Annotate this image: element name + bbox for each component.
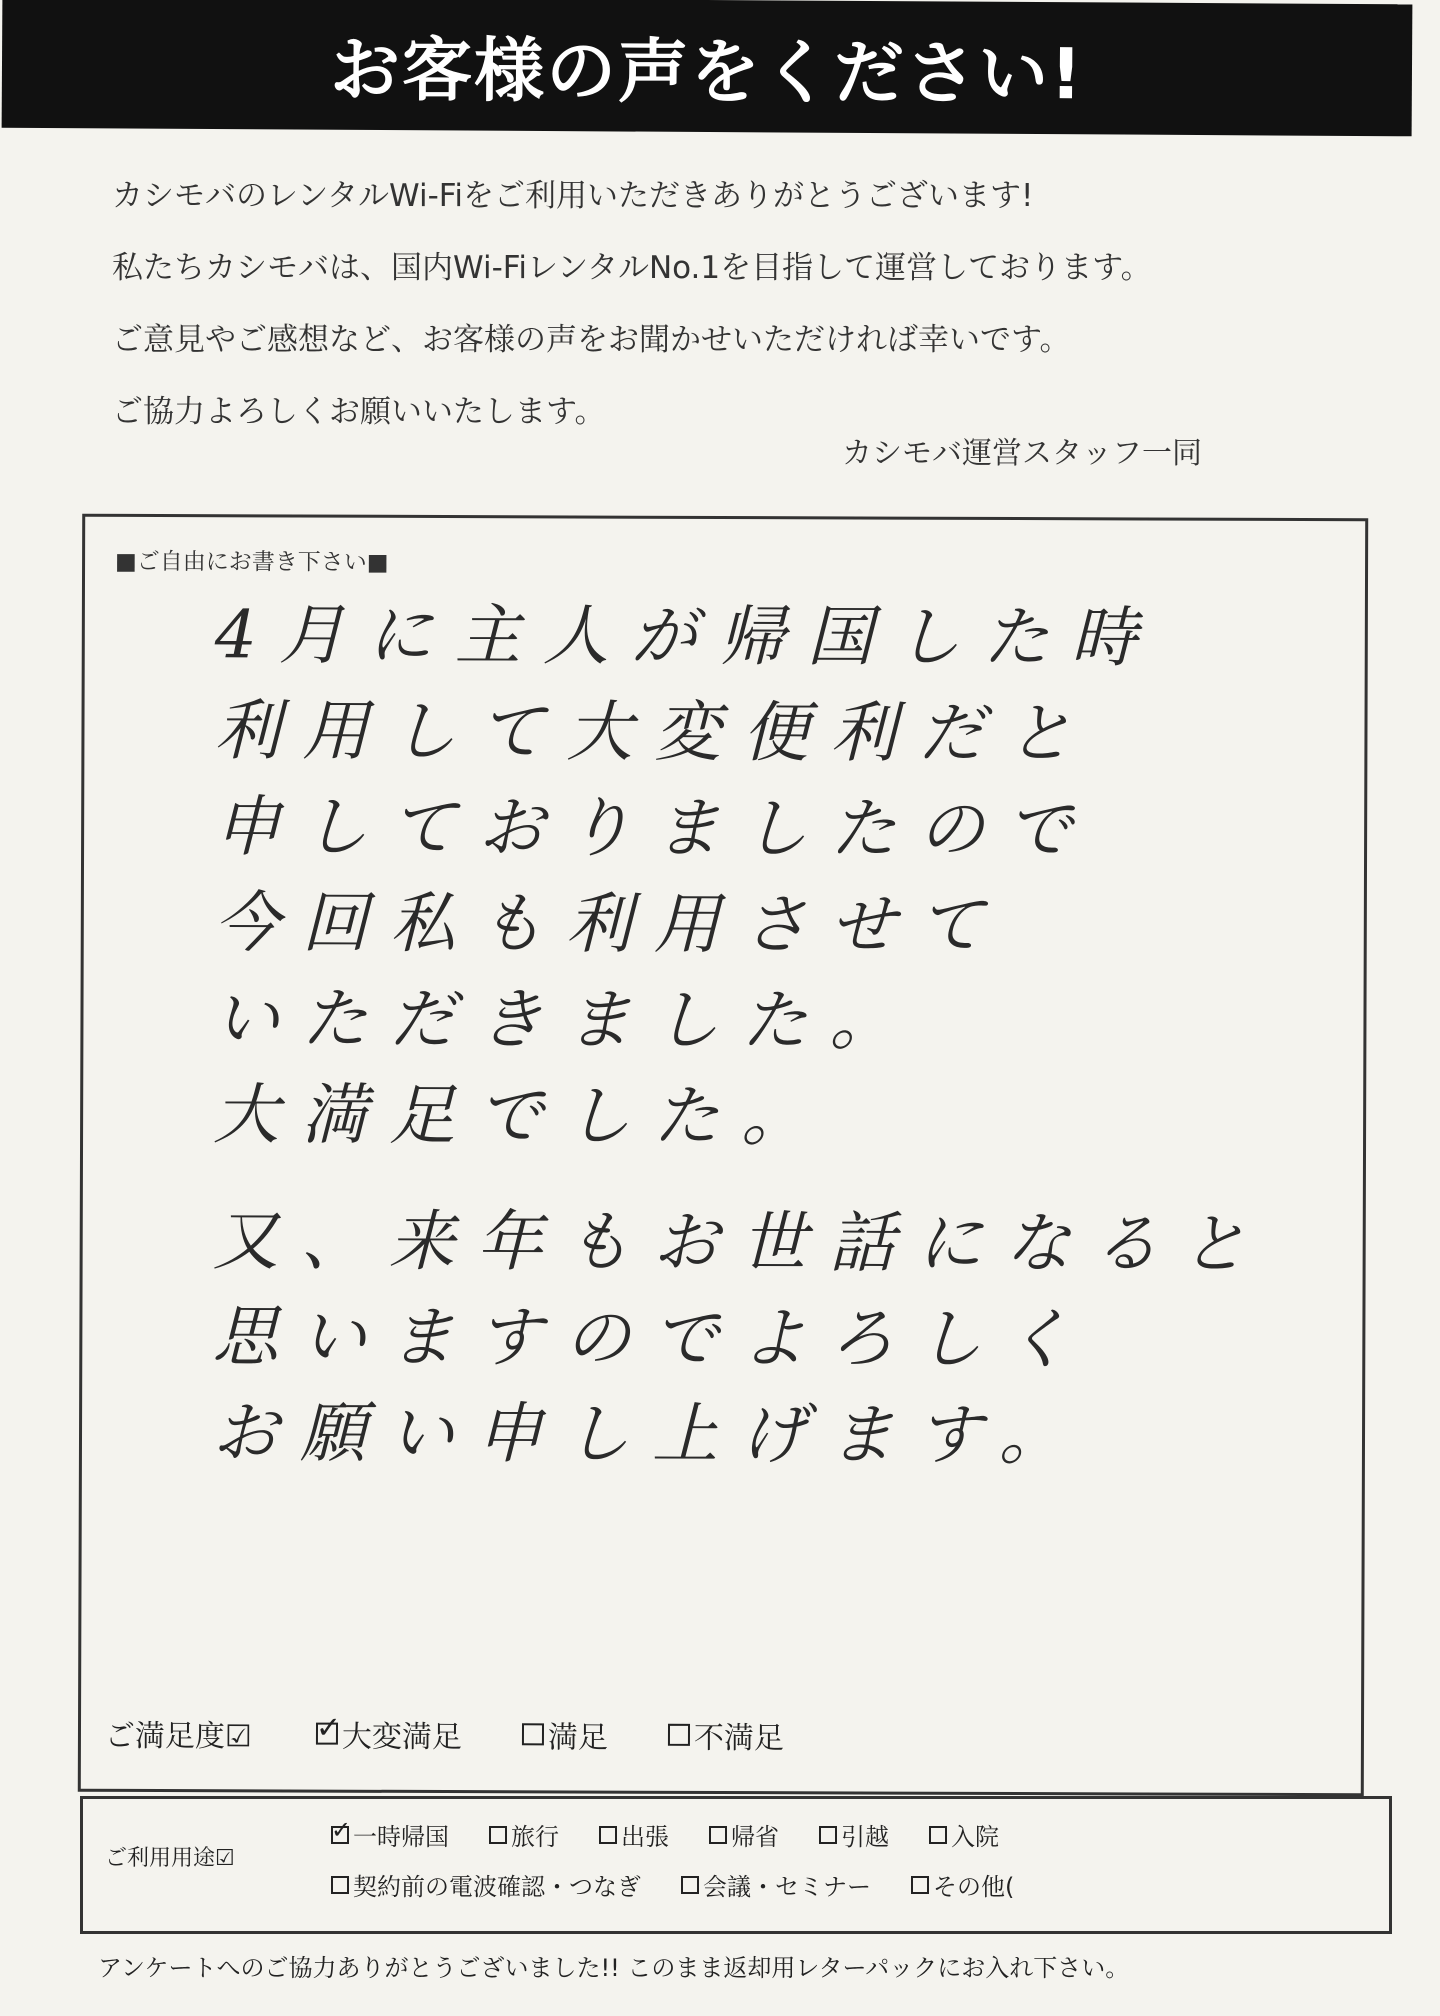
checkbox[interactable] [331, 1876, 349, 1894]
handwritten-line: 思いますのでよろしく [212, 1298, 1093, 1379]
satisfaction-option-unsatisfied[interactable] [668, 1713, 784, 1757]
option-label: 出張 [621, 1823, 669, 1851]
usage-row-1 [331, 1817, 1039, 1852]
option-label: その他( [933, 1873, 1015, 1901]
option-label: 入院 [951, 1823, 999, 1851]
usage-option-other[interactable] [911, 1867, 1014, 1902]
checkbox[interactable] [681, 1876, 699, 1894]
usage-row-2 [331, 1867, 1054, 1902]
checkbox[interactable] [489, 1826, 507, 1844]
checkbox[interactable] [911, 1876, 929, 1894]
intro-line: カシモバのレンタルWi-Fiをご利用いただきありがとうございます! [112, 178, 1034, 214]
intro-line: 私たちカシモバは、国内Wi-FiレンタルNo.1を目指して運営しております。 [112, 250, 1152, 286]
handwritten-comment [212, 587, 1315, 1485]
usage-option-meeting[interactable] [681, 1867, 871, 1902]
checkbox[interactable] [599, 1826, 617, 1844]
handwritten-line: 申しておりましたので [214, 788, 1095, 869]
checkbox[interactable] [522, 1723, 544, 1745]
intro-line: ご意見やご感想など、お客様の声をお聞かせいただければ幸いです。 [112, 322, 1071, 358]
usage-option-business-trip[interactable] [599, 1817, 669, 1852]
handwritten-line: 今回私も利用させて [213, 884, 1006, 964]
option-label: 契約前の電波確認・つなぎ [353, 1873, 641, 1901]
option-label: 旅行 [511, 1823, 559, 1851]
satisfaction-option-very-satisfied[interactable] [316, 1712, 462, 1757]
free-comment-label: ■ご自由にお書き下さい■ [115, 548, 389, 576]
usage-option-homecoming[interactable] [709, 1817, 779, 1852]
checkbox-checked[interactable] [331, 1826, 349, 1844]
usage-box [80, 1796, 1392, 1934]
option-label: 引越 [841, 1823, 889, 1851]
usage-option-signal-check[interactable] [331, 1867, 641, 1902]
satisfaction-row [105, 1711, 1337, 1759]
option-label: 会議・セミナー [703, 1873, 871, 1901]
handwritten-line: 大満足でした。 [213, 1076, 830, 1156]
usage-label: ご利用用途☑ [105, 1846, 235, 1871]
footer-note: アンケートへのご協力ありがとうございました!! このまま返却用レターパックにお入れ下さい。 [98, 1954, 1130, 1982]
satisfaction-label: ご満足度☑ [104, 1718, 252, 1755]
page-title: お客様の声をください! [329, 28, 1085, 115]
option-label: 一時帰国 [353, 1823, 449, 1851]
checkbox-checked[interactable] [316, 1723, 338, 1745]
usage-option-hospital[interactable] [929, 1817, 999, 1852]
checkbox[interactable] [929, 1826, 947, 1844]
usage-option-temporary-return[interactable] [331, 1817, 449, 1852]
option-label: 満足 [547, 1720, 608, 1756]
intro-text [112, 160, 1352, 448]
option-label: 帰省 [731, 1823, 779, 1851]
option-label: 不満足 [693, 1720, 784, 1757]
staff-signature: カシモバ運営スタッフ一同 [842, 436, 1202, 471]
handwritten-line: いただきました。 [213, 980, 918, 1060]
handwritten-line: お願い申し上げます。 [211, 1394, 1087, 1475]
free-comment-box [78, 514, 1368, 1796]
satisfaction-option-satisfied[interactable] [522, 1712, 608, 1756]
usage-option-moving[interactable] [819, 1817, 889, 1852]
checkbox[interactable] [819, 1826, 837, 1844]
handwritten-line: 利用して大変便利だと [214, 692, 1095, 773]
usage-option-travel[interactable] [489, 1817, 559, 1852]
handwritten-line: 又、来年もお世話になると [212, 1202, 1269, 1283]
intro-line: ご協力よろしくお願いいたします。 [112, 394, 606, 430]
checkbox[interactable] [709, 1826, 727, 1844]
handwritten-line: 4月に主人が帰国した時 [214, 596, 1159, 677]
title-bar [2, 0, 1413, 136]
option-label: 大変満足 [341, 1719, 462, 1756]
checkbox[interactable] [668, 1724, 690, 1746]
